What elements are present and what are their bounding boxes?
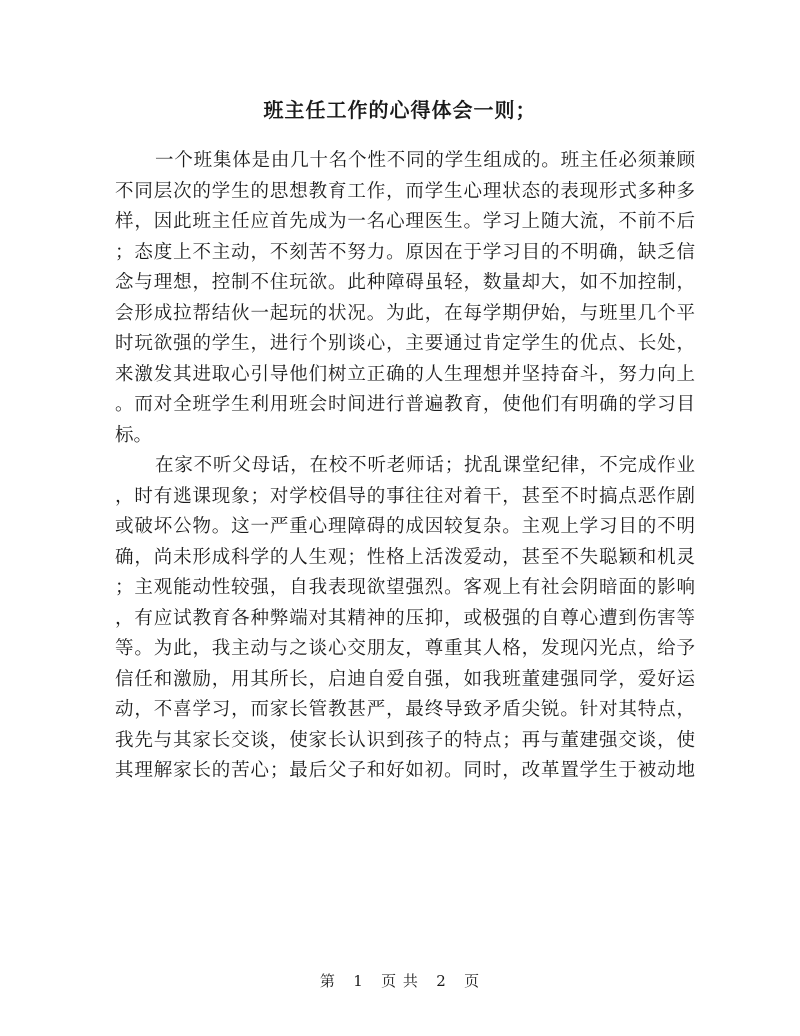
current-page-number: 1 xyxy=(353,972,364,990)
page-footer xyxy=(0,970,800,992)
text-line: 样，因此班主任应首先成为一名心理医生。学习上随大流，不前不后 xyxy=(115,211,695,232)
text-line: 。而对全班学生利用班会时间进行普遍教育，使他们有明确的学习目 xyxy=(115,394,695,415)
page-label-prefix: 第 xyxy=(319,972,336,990)
text-line: 信任和激励，用其所长，启迪自爱自强，如我班董建强同学，爱好运 xyxy=(115,668,695,690)
page-title: 班主任工作的心得体会一则； xyxy=(263,98,537,122)
text-line: ；主观能动性较强，自我表现欲望强烈。客观上有社会阴暗面的影响 xyxy=(115,577,695,598)
text-line: 在家不听父母话，在校不听老师话；扰乱课堂纪律，不完成作业 xyxy=(155,455,695,476)
text-line: 念与理想，控制不住玩欲。此种障碍虽轻，数量却大，如不加控制， xyxy=(115,272,695,293)
page-label-mid: 页 共 xyxy=(381,972,419,990)
text-line: 标。 xyxy=(115,424,153,446)
text-line: 我先与其家长交谈，使家长认识到孩子的特点；再与董建强交谈，使 xyxy=(115,729,695,751)
document-body xyxy=(115,146,695,787)
text-line: 时玩欲强的学生，进行个别谈心，主要通过肯定学生的优点、长处， xyxy=(115,333,695,354)
text-line: 一个班集体是由几十名个性不同的学生组成的。班主任必须兼顾 xyxy=(155,150,695,171)
text-line: 其理解家长的苦心；最后父子和好如初。同时，改革置学生于被动地 xyxy=(115,760,695,781)
text-line: 确，尚未形成科学的人生观；性格上活泼爱动，甚至不失聪颖和机灵 xyxy=(115,546,695,568)
text-line: 来激发其进取心引导他们树立正确的人生理想并坚持奋斗，努力向上 xyxy=(115,363,695,385)
total-pages-number: 2 xyxy=(436,972,447,990)
text-line: 等。为此，我主动与之谈心交朋友，尊重其人格，发现闪光点，给予 xyxy=(115,638,695,659)
text-line: ；态度上不主动，不刻苦不努力。原因在于学习目的不明确，缺乏信 xyxy=(115,241,695,263)
paragraph-1 xyxy=(115,146,695,451)
text-line: 动，不喜学习，而家长管教甚严，最终导致矛盾尖锐。针对其特点， xyxy=(115,699,695,720)
text-line: 或破坏公物。这一严重心理障碍的成因较复杂。主观上学习目的不明 xyxy=(115,516,695,537)
text-line: ，有应试教育各种弊端对其精神的压抑，或极强的自尊心遭到伤害等 xyxy=(115,607,695,629)
text-line: ，时有逃课现象；对学校倡导的事往往对着干，甚至不时搞点恶作剧 xyxy=(115,485,695,507)
page-label-suffix: 页 xyxy=(464,972,481,990)
text-line: 不同层次的学生的思想教育工作，而学生心理状态的表现形式多种多 xyxy=(115,180,695,202)
paragraph-2 xyxy=(115,451,695,787)
text-line: 会形成拉帮结伙一起玩的状况。为此，在每学期伊始，与班里几个平 xyxy=(115,302,695,324)
